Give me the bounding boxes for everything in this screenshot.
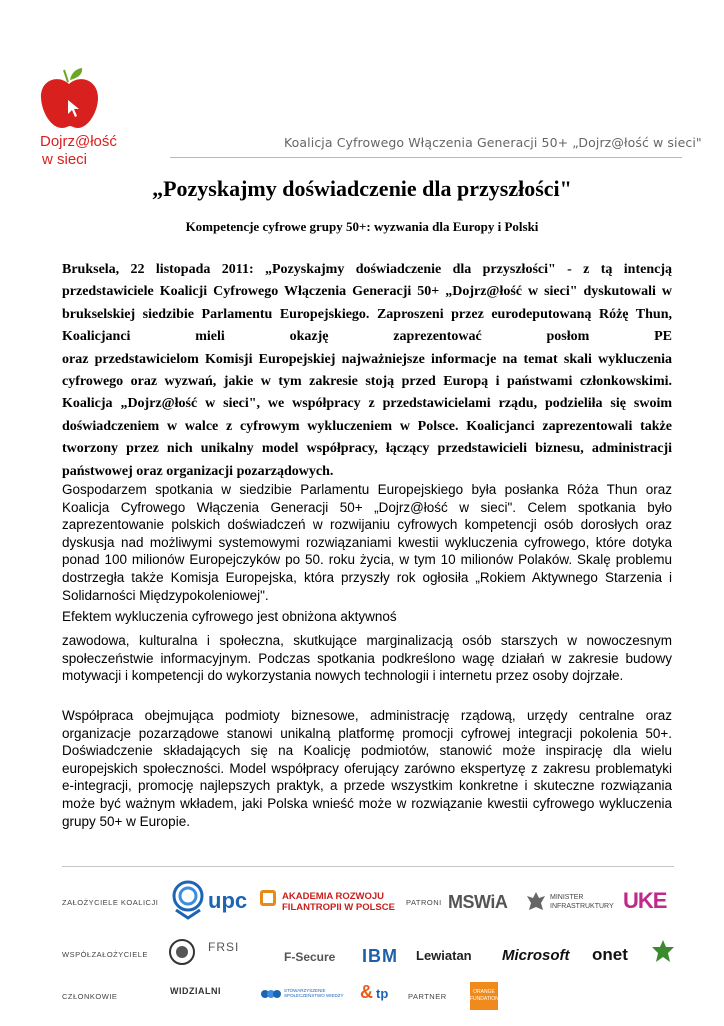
orange-foundation-logo — [470, 982, 498, 1010]
minister-logo — [550, 893, 614, 911]
lewiatan-logo: Lewiatan — [416, 948, 472, 963]
footer-label-cofounders: WSPÓŁZAŁOŻYCIELE — [62, 950, 148, 959]
lead-paragraph — [62, 259, 672, 483]
eagle-icon — [526, 890, 546, 914]
minister-line-2: INFRASTRUKTURY — [550, 903, 614, 910]
lead-line: przedstawiciele Koalicji Cyfrowego Włączenia Generacji 50+ „Dojrz@łość w sieci" dyskutowali w — [62, 284, 672, 300]
orange-line-2: FUNDATION — [470, 996, 499, 1002]
onet-logo: onet — [592, 945, 628, 964]
page-title: „Pozyskajmy doświadczenie dla przyszłości" — [152, 176, 572, 201]
microsoft-logo: Microsoft — [502, 947, 570, 964]
minister-line-1: MINISTER — [550, 894, 584, 901]
university-seal-icon — [168, 938, 196, 966]
logo-text-line1: Dojrz@łość — [40, 133, 117, 150]
akademia-logo — [282, 891, 395, 913]
logo-text-line2: w sieci — [42, 151, 88, 168]
mswia-logo: MSWiA — [448, 892, 508, 912]
footer-row-members — [62, 982, 682, 1026]
stowarzyszenie-logo: STOWARZYSZENIE SPOŁECZEŃSTWO WIEDZY — [284, 988, 344, 998]
footer-row-cofounders — [62, 936, 682, 980]
footer-label-members: CZŁONKOWIE — [62, 992, 118, 1001]
akademia-line-1: AKADEMIA ROZWOJU — [282, 891, 385, 902]
lead-line: Bruksela, 22 listopada 2011: „Pozyskajmy doświadczenie dla przyszłości" - z tą intencją — [62, 262, 672, 277]
upc-icon — [170, 880, 206, 920]
upc-logo-text: upc — [208, 888, 248, 913]
tp-mark: & — [360, 982, 373, 1002]
people-icon — [260, 986, 282, 1002]
lead-line: Koalicjanci mieli okazję zaprezentować posłom PE — [62, 329, 672, 345]
footer-divider — [62, 866, 674, 867]
body-paragraph-4: Współpraca obejmująca podmioty biznesowe, administrację rządową, urzędy centralne oraz organizacje pozarządowe stanowi unikalną platformę promocji cyfrowej integracji pokolenia 50+. Doświadczenie składających się na Koalicję podmiotów, stanowić może inspirację dla wielu europejskich społeczności. Model współpracy oferujący zarówno ekspertyzę z zakresu problematyki e-integracji, promocję najlepszych praktyk, a przede wszystkim konkretne i skuteczne rozwiązania może być ważnym wkładem, jaki Polska wnieść może w rozwiązanie kwestii cyfrowego wykluczenia grupy 50+ w Europie. — [62, 708, 672, 829]
apple-icon — [38, 66, 104, 136]
dojrzalosc-logo — [28, 66, 148, 176]
orange-line-1: ORANGE — [473, 989, 495, 995]
widzialni-logo: WIDZIALNI — [170, 986, 221, 996]
scouts-icon — [650, 938, 676, 966]
akademia-line-2: FILANTROPII W POLSCE — [282, 902, 395, 913]
uke-logo: UKE — [623, 888, 667, 913]
page-subtitle: Kompetencje cyfrowe grupy 50+: wyzwania dla Europy i Polski — [185, 219, 539, 234]
footer-row-founders — [62, 880, 682, 924]
footer-label-patrons: PATRONI — [406, 898, 442, 907]
lead-rest: oraz przedstawicielom Komisji Europejskiej najważniejsze informacje na temat skali wykluczenia cyfrowego oraz wyzwań, jakie w tym zakresie stoją przed Europą i państwami członkowskimi. Koalicja „Dojrz@łość w sieci", we współpracy z przedstawicielami rządu, podzieliła się swoim doświadczeniem w walce z cyfrowym wykluczeniem w Polsce. Koalicjanci zaprezentowali także tworzony przez nich unikalny model współpracy, łączący przedstawicieli biznesu, administracji państwowej oraz organizacji pozarządowych. — [62, 351, 672, 479]
body-paragraph-2: Efektem wykluczenia cyfrowego jest obniżona aktywnoś — [62, 609, 397, 624]
body-paragraph-3: zawodowa, kulturalna i społeczna, skutkujące marginalizacją osób starszych w nowoczesnym społeczeństwie informacyjnym. Podczas spotkania podkreślono wagę działań w zakresie budowy motywacji i kompetencji do wykorzystania nowych technologii i internetu przez osoby dojrzałe. — [62, 633, 672, 684]
footer-label-founders: ZAŁOŻYCIELE KOALICJI — [62, 898, 159, 907]
frsi-logo: FRSI — [208, 940, 240, 954]
fsecure-logo: F-Secure — [284, 950, 336, 964]
body-paragraph-1: Gospodarzem spotkania w siedzibie Parlamentu Europejskiego była posłanka Róża Thun oraz Koalicja Cyfrowego Włączenia Generacji 50+ „Dojrz@łość w sieci". Celem spotkania było zaprezentowanie polskich doświadczeń w rozwijaniu cyfrowych kompetencji osób dorosłych oraz dyskusja nad możliwymi systemowymi rozwiązaniami kwestii wykluczenia cyfrowego, które dotyka ponad 100 milionów Europejczyków po 50. roku życia, w tym 10 milionów Polaków. Skalę problemu dostrzegła także Komisja Europejska, która przyszły rok ogłosiła „Rokiem Aktywnego Starzenia i Solidarności Międzypokoleniowej". — [62, 482, 672, 603]
header-tagline: Koalicja Cyfrowego Włączenia Generacji 50+ „Dojrz@łość w sieci" — [284, 135, 702, 150]
akademia-icon — [260, 890, 276, 906]
ibm-logo: IBM — [362, 946, 398, 966]
header-divider — [170, 157, 682, 158]
footer-label-partner: PARTNER — [408, 992, 447, 1001]
tp-logo: tp — [376, 986, 389, 1001]
lead-line: brukselskiej siedzibie Parlamentu Europejskiego. Zaproszeni przez eurodeputowaną Różę Thun, — [62, 306, 672, 322]
